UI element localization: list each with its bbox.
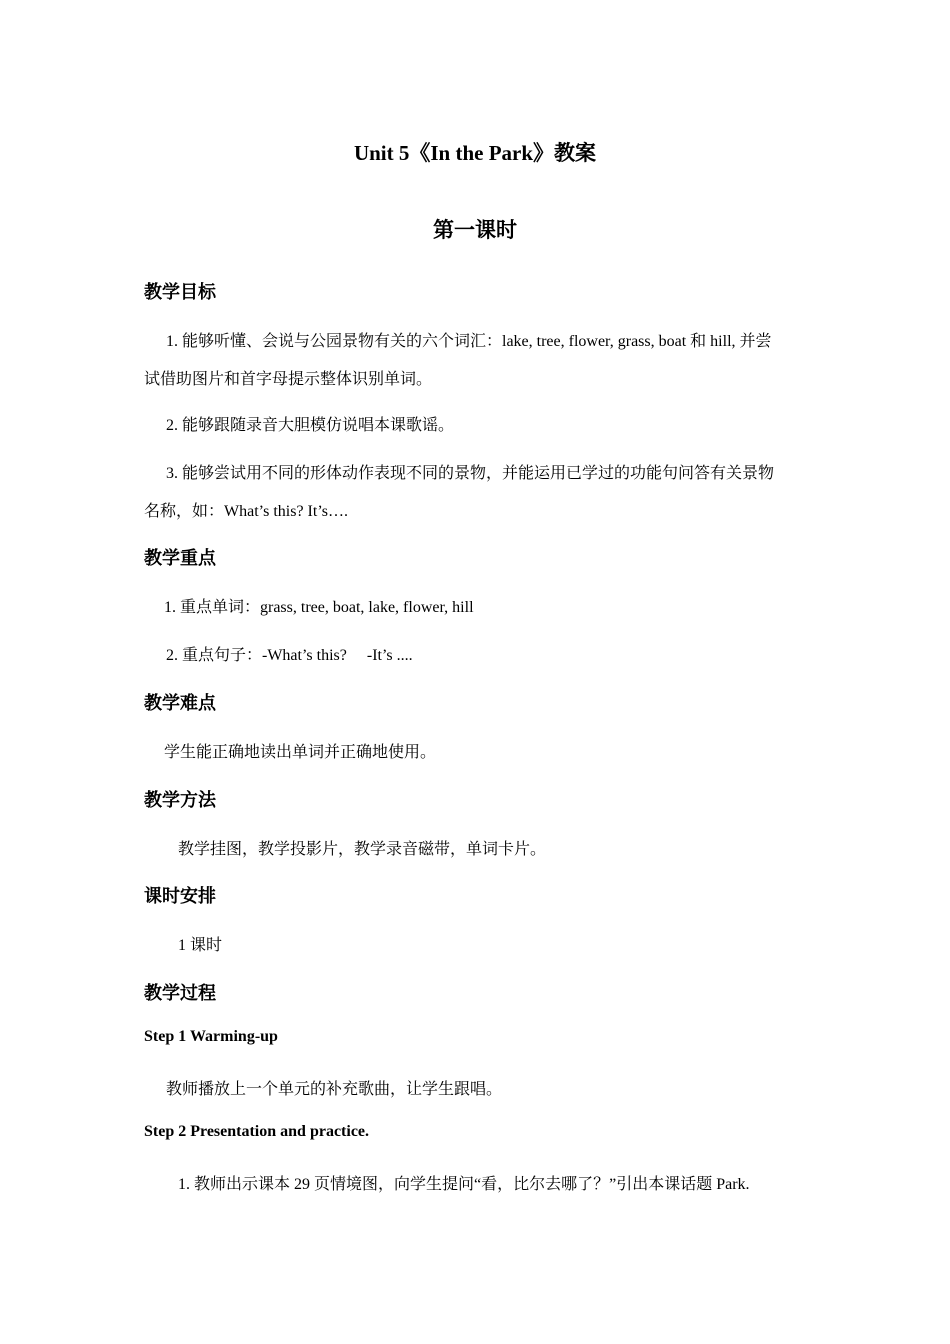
section-heading-difficulties: 教学难点	[144, 693, 216, 713]
key-point-item-1: 1. 重点单词：grass, tree, boat, lake, flower, hill	[164, 599, 474, 616]
objective-item-3-line-2: 名称，如：What’s this? It’s….	[144, 503, 348, 520]
objective-item-1-line-1: 1. 能够听懂、会说与公园景物有关的六个词汇：lake, tree, flower, grass, boat 和 hill, 并尝	[166, 333, 772, 350]
section-heading-schedule: 课时安排	[144, 886, 216, 906]
key-point-item-2: 2. 重点句子：-What’s this? -It’s ....	[166, 647, 413, 664]
document-subtitle: 第一课时	[433, 218, 517, 242]
objective-item-3-line-1: 3. 能够尝试用不同的形体动作表现不同的景物，并能运用已学过的功能句问答有关景物	[166, 465, 775, 482]
step-2-title: Step 2 Presentation and practice.	[144, 1123, 370, 1140]
section-heading-process: 教学过程	[144, 983, 216, 1003]
step-1-title: Step 1 Warming-up	[144, 1028, 278, 1045]
section-heading-objectives: 教学目标	[144, 282, 216, 302]
section-heading-methods: 教学方法	[144, 790, 216, 810]
schedule-text: 1 课时	[178, 937, 223, 954]
objective-item-1-line-2: 试借助图片和首字母提示整体识别单词。	[144, 371, 433, 388]
objective-item-2: 2. 能够跟随录音大胆模仿说唱本课歌谣。	[166, 417, 455, 434]
section-heading-key-points: 教学重点	[144, 548, 216, 568]
document-title: Unit 5《In the Park》教案	[353, 141, 597, 165]
methods-text: 教学挂图，教学投影片，教学录音磁带，单词卡片。	[178, 841, 547, 858]
step-1-text: 教师播放上一个单元的补充歌曲，让学生跟唱。	[166, 1081, 503, 1098]
step-2-item-1: 1. 教师出示课本 29 页情境图，向学生提问“看，比尔去哪了？”引出本课话题 Park.	[178, 1176, 750, 1193]
difficulties-text: 学生能正确地读出单词并正确地使用。	[164, 744, 437, 761]
